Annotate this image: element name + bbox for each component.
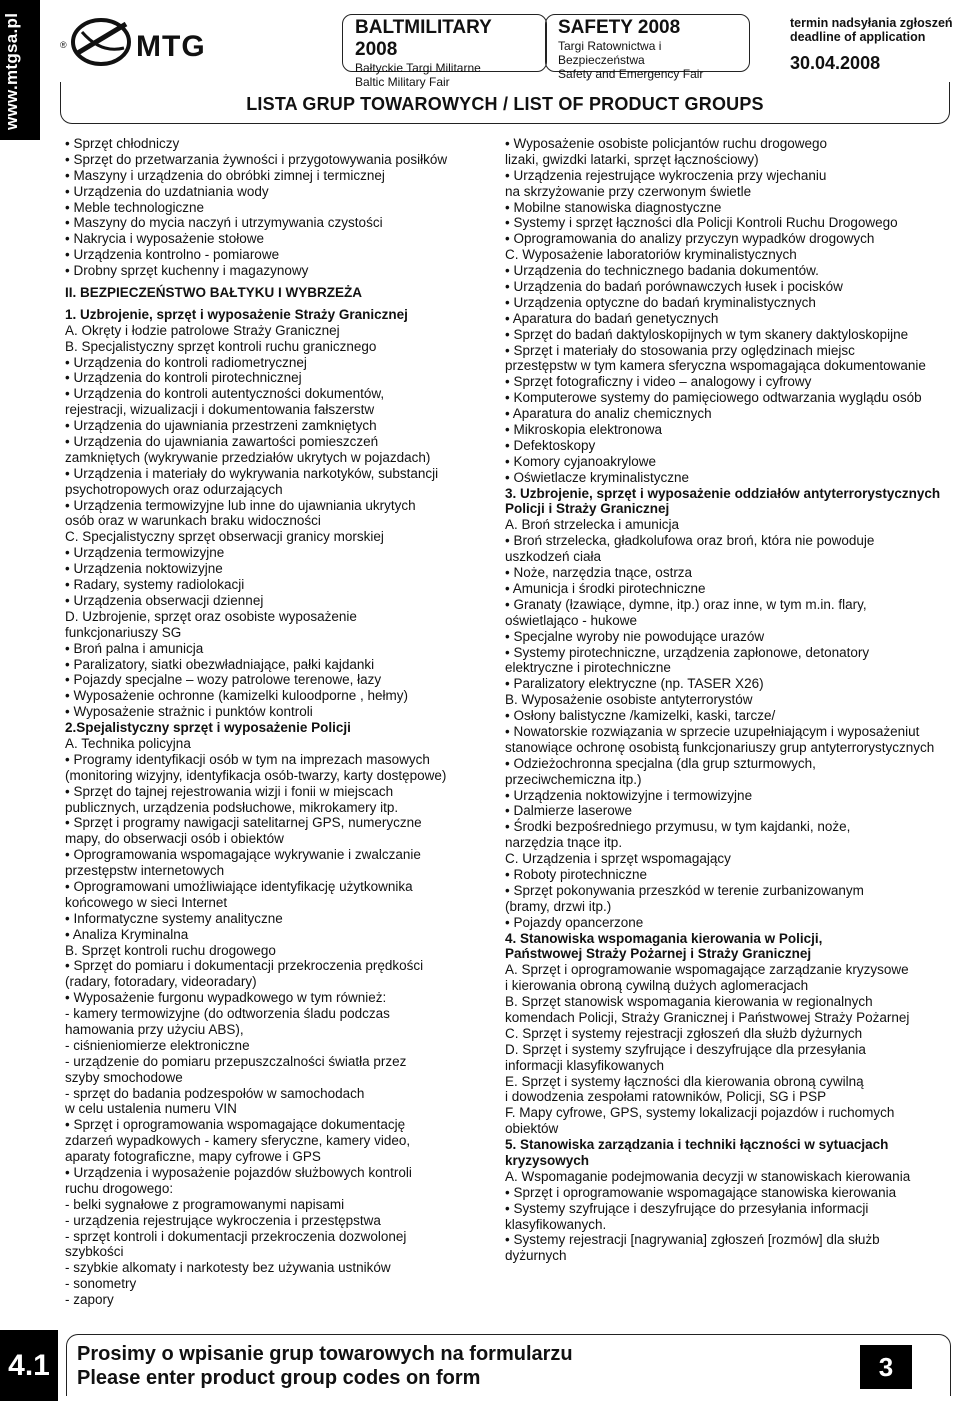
list-line: • Oświetlacze kryminalistyczne — [505, 469, 690, 485]
list-line: C. Specjalistyczny sprzęt obserwacji granicy morskiej — [65, 529, 384, 545]
list-line: - ciśnieniomierze elektroniczne — [65, 1037, 250, 1053]
list-line: • Sprzęt i oprogramowanie wspomagające stanowiska kierowania — [505, 1184, 897, 1200]
list-line: • Nakrycia i wyposażenie stołowe — [65, 231, 265, 247]
list-line: 3. Uzbrojenie, sprzęt i wyposażenie oddziałów antyterrorystycznych — [505, 485, 941, 501]
list-line: • Amunicja i środki pirotechniczne — [505, 580, 706, 596]
list-line: rejestracji, wizualizacji i dokumentowania fałszerstw — [65, 402, 375, 418]
list-line: (radary, fotoradary, videoradary) — [65, 974, 257, 990]
page-number: 3 — [860, 1345, 912, 1389]
deadline-date: 30.04.2008 — [790, 53, 881, 73]
list-line: • Maszyny do mycia naczyń i utrzymywania czystości — [65, 215, 383, 231]
list-line: psychotropowych oraz odurzających — [65, 481, 283, 497]
list-line: stanowiące ochronę osobistą funkcjonariuszy grup antyterrorystycznych — [505, 739, 935, 755]
list-line: i dowodzenia zespołami ratowników, Policji, SG i PSP — [505, 1089, 827, 1105]
list-line: C. Sprzęt i systemy rejestracji zgłoszeń dla służb dyżurnych — [505, 1025, 863, 1041]
event-safety — [545, 14, 750, 81]
list-line: klasyfikowanych. — [505, 1216, 607, 1232]
list-line: II. BEZPIECZEŃSTWO BAŁTYKU I WYBRZEŻA — [65, 285, 362, 301]
list-line: • Dalmierze laserowe — [505, 803, 633, 819]
list-line: zdarzeń wypadkowych - kamery sferyczne, kamery video, — [65, 1133, 411, 1149]
list-line: • Analiza Kryminalna — [65, 926, 189, 942]
list-line: • Sprzęt do pomiaru i dokumentacji przekroczenia prędkości — [65, 958, 424, 974]
list-line: B. Sprzęt stanowisk wspomagania kierowania w regionalnych — [505, 994, 873, 1010]
logo-emblem-icon — [68, 14, 138, 70]
list-line: oświetlająco - hukowe — [505, 612, 638, 628]
list-line: przestępstw internetowych — [65, 863, 225, 879]
list-line: • Sprzęt i programy nawigacji satelitarnej GPS, numeryczne — [65, 815, 422, 831]
list-line: elektryczne i pirotechniczne — [505, 660, 671, 676]
list-line: • Meble technologiczne — [65, 199, 205, 215]
list-line: • Informatyczne systemy analityczne — [65, 910, 283, 926]
list-line: • Systemy i sprzęt łączności dla Policji Kontroli Ruchu Drogowego — [505, 215, 898, 231]
list-line: • Sprzęt do tajnej rejestrowania wizji i fonii w miejscach — [65, 783, 394, 799]
right-column — [505, 136, 955, 1264]
list-line: kryzysowych — [505, 1153, 590, 1168]
list-line: • Pojazdy opancerzone — [505, 914, 644, 930]
list-line: • Sprzęt chłodniczy — [65, 136, 180, 151]
deadline-block — [790, 16, 960, 73]
list-line: • Noże, narzędzia tnące, ostrza — [505, 565, 693, 581]
list-line: • Mikroskopia elektronowa — [505, 422, 663, 438]
registered-mark: ® — [60, 40, 67, 50]
list-line: i kierowania obroną cywilną dużych aglomeracjach — [505, 978, 809, 994]
footer-note-en: Please enter product group codes on form — [77, 1367, 481, 1389]
list-line: • Urządzenia do kontroli radiometrycznej — [65, 354, 307, 370]
list-line: • Urządzenia do uzdatniania wody — [65, 183, 269, 199]
event-baltmilitary — [342, 14, 547, 89]
page-title-bar — [60, 82, 950, 124]
list-line: w celu ustalenia numeru VIN — [65, 1101, 237, 1117]
list-line: • Oprogramowania wspomagające wykrywanie i zwalczanie — [65, 847, 421, 863]
list-line: • Wyposażenie osobiste policjantów ruchu drogowego — [505, 136, 828, 151]
list-line: funkcjonariuszy SG — [65, 624, 182, 640]
list-line: • Urządzenia do ujawniania zawartości pomieszczeń — [65, 434, 379, 450]
list-line: • Wyposażenie ochronne (kamizelki kuloodporne , hełmy) — [65, 688, 409, 704]
event-subtitle-en: Baltic Military Fair — [355, 75, 450, 89]
event-title: BALTMILITARY 2008 — [355, 17, 492, 60]
list-line: • Programy identyfikacji osób w tym na imprezach masowych — [65, 751, 430, 767]
footer-note-pl: Prosimy o wpisanie grup towarowych na formularzu — [77, 1343, 573, 1365]
event-subtitle-en: Safety and Emergency Fair — [558, 67, 704, 81]
footer-box — [66, 1334, 951, 1396]
list-line: przestępstw w tym kamera sferyczna wspomagająca dokumentowanie — [505, 358, 926, 374]
list-line: przeciwchemiczna itp.) — [505, 771, 642, 787]
list-line: końcowego w sieci Internet — [65, 894, 228, 910]
list-line: • Urządzenia obserwacji dziennej — [65, 592, 264, 608]
list-line: • Urządzenia i wyposażenie pojazdów służbowych kontroli — [65, 1165, 412, 1180]
list-line: • Urządzenia i materiały do wykrywania narkotyków, substancji — [65, 465, 439, 481]
left-column — [65, 136, 495, 1308]
event-subtitle-pl: Targi Ratownictwa i Bezpieczeństwa — [558, 39, 662, 67]
list-line: • Sprzęt i oprogramowania wspomagające dokumentację — [65, 1117, 406, 1133]
logo-text: MTG — [136, 30, 206, 63]
list-line: 2.Spejalistyczny sprzęt i wyposażenie Policji — [65, 720, 351, 736]
list-line: C. Wyposażenie laboratoriów kryminalistycznych — [505, 247, 797, 263]
list-line: - sonometry — [65, 1276, 137, 1292]
list-line: • Sprzęt do przetwarzania żywności i przygotowywania posiłków — [65, 151, 448, 167]
list-line: - szybkie alkomaty i narkotesty bez używania ustników — [65, 1260, 391, 1276]
list-line: • Pojazdy specjalne – wozy patrolowe terenowe, łazy — [65, 672, 382, 688]
list-line: 5. Stanowiska zarządzania i techniki łączności w sytuacjach — [505, 1137, 889, 1153]
list-line: • Specjalne wyroby nie powodujące urazów — [505, 628, 765, 644]
list-line: szybkości — [65, 1244, 124, 1260]
list-line: C. Urządzenia i sprzęt wspomagający — [505, 851, 731, 867]
list-line: • Oprogramowania do analizy przyczyn wypadków drogowych — [505, 231, 875, 247]
list-line: • Defektoskopy — [505, 437, 596, 453]
website-url[interactable]: www.mtgsa.pl — [2, 12, 21, 130]
list-line: • Środki bezpośredniego przymusu, w tym kajdanki, noże, — [505, 819, 851, 835]
list-line: • Urządzenia optyczne do badań kryminalistycznych — [505, 294, 816, 310]
list-line: D. Sprzęt i systemy szyfrujące i deszyfrujące dla przesyłania — [505, 1041, 866, 1057]
event-title: SAFETY 2008 — [558, 17, 681, 38]
list-line: osób oraz w warunkach braku widoczności — [65, 513, 321, 529]
list-line: B. Sprzęt kontroli ruchu drogowego — [65, 942, 276, 958]
list-line: 4. Stanowiska wspomagania kierowania w Policji, — [505, 930, 823, 946]
list-line: - urządzenie do pomiaru przepuszczalności światła przez — [65, 1053, 407, 1069]
list-line: • Maszyny i urządzenia do obróbki zimnej i termicznej — [65, 167, 385, 183]
list-line: dyżurnych — [505, 1248, 567, 1264]
list-line: B. Specjalistyczny sprzęt kontroli ruchu granicznego — [65, 338, 377, 354]
list-line: • Oprogramowani umożliwiające identyfikację użytkownika — [65, 878, 413, 894]
list-line: • Osłony balistyczne /kamizelki, kaski, tarcze/ — [505, 708, 776, 724]
list-line: Policji i Straży Granicznej — [505, 501, 670, 517]
list-line: • Urządzenia do technicznego badania dokumentów. — [505, 263, 819, 279]
list-line: - zapory — [65, 1292, 114, 1308]
list-line: • Aparatura do badań genetycznych — [505, 310, 719, 326]
list-line: • Urządzenia do ujawniania przestrzeni zamkniętych — [65, 418, 377, 434]
list-line: • Sprzęt pokonywania przeszkód w terenie zurbanizowanym — [505, 882, 864, 898]
list-line: • Urządzenia do kontroli autentyczności dokumentów, — [65, 386, 385, 402]
list-line: D. Uzbrojenie, sprzęt oraz osobiste wyposażenie — [65, 608, 357, 624]
list-line: • Roboty pirotechniczne — [505, 866, 648, 882]
event-subtitle-pl: Bałtyckie Targi Militarne — [355, 61, 481, 75]
list-line: • Odzieżochronna specjalna (dla grup szturmowych, — [505, 755, 816, 771]
list-line: zamkniętych (wykrywanie przedziałów ukrytych w pojazdach) — [65, 449, 431, 465]
list-line: informacji klasyfikowanych — [505, 1057, 665, 1073]
list-line: szyby smochodowe — [65, 1069, 183, 1085]
list-line: • Broń palna i amunicja — [65, 640, 204, 656]
list-line: uszkodzeń ciała — [505, 549, 602, 565]
list-line: • Granaty (łzawiące, dymne, itp.) oraz inne, w tym m.in. flary, — [505, 596, 867, 612]
deadline-label-en: deadline of application — [790, 30, 926, 44]
list-line: (bramy, drzwi itp.) — [505, 898, 612, 914]
list-line: F. Mapy cyfrowe, GPS, systemy lokalizacji pojazdów i ruchomych — [505, 1105, 895, 1121]
deadline-label-pl: termin nadsyłania zgłoszeń — [790, 16, 953, 30]
list-line: • Urządzenia termowizyjne lub inne do ujawniania ukrytych — [65, 497, 416, 513]
list-line: A. Wspomaganie podejmowania decyzji w stanowiskach kierowania — [505, 1168, 911, 1184]
list-line: hamowania przy użyciu ABS), — [65, 1021, 244, 1037]
list-line: narzędzia tnące itp. — [505, 835, 623, 851]
list-line: - kamery termowizyjne (do odtworzenia śladu podczas — [65, 1006, 390, 1022]
list-line: • Urządzenia kontrolno - pomiarowe — [65, 247, 280, 263]
list-line: • Wyposażenie furgonu wypadkowego w tym również: — [65, 990, 387, 1006]
list-line: • Systemy szyfrujące i deszyfrujące do przesyłania informacji — [505, 1200, 869, 1216]
list-line: • Drobny sprzęt kuchenny i magazynowy — [65, 263, 309, 279]
list-line: Państwowej Straży Pożarnej i Straży Granicznej — [505, 946, 812, 962]
page-title: LISTA GRUP TOWAROWYCH / LIST OF PRODUCT GROUPS — [246, 94, 764, 114]
list-line: A. Broń strzelecka i amunicja — [505, 517, 680, 533]
list-line: • Paralizatory, siatki obezwładniające, pałki kajdanki — [65, 656, 375, 672]
list-line: • Sprzęt fotograficzny i video – analogowy i cyfrowy — [505, 374, 812, 390]
list-line: komendach Policji, Straży Granicznej i Państwowej Straży Pożarnej — [505, 1009, 910, 1025]
list-line: • Radary, systemy radiolokacji — [65, 577, 245, 593]
list-line: A. Sprzęt i oprogramowanie wspomagające zarządzanie kryzysowe — [505, 962, 909, 978]
list-line: • Urządzenia rejestrujące wykroczenia przy wjechaniu — [505, 167, 827, 183]
list-line: • Systemy rejestracji [nagrywania] zgłoszeń [rozmów] dla służb — [505, 1232, 880, 1248]
list-line: • Urządzenia do badań porównawczych łusek i pocisków — [505, 279, 843, 295]
list-line: lizaki, gwizdki latarki, sprzęt łącznościowy) — [505, 151, 759, 167]
list-line: B. Wyposażenie osobiste antyterrorystów — [505, 692, 753, 708]
list-line: ruchu drogowego: — [65, 1180, 174, 1196]
list-line: mapy, do obserwacji osób i obiektów — [65, 831, 284, 847]
section-number: 4.1 — [0, 1330, 58, 1401]
list-line: • Nowatorskie rozwiązania w sprzecie uzupełniającym i wyposażeniut — [505, 723, 920, 739]
list-line: E. Sprzęt i systemy łączności dla kierowania obroną cywilną — [505, 1073, 864, 1089]
list-line: • Urządzenia noktowizyjne — [65, 561, 223, 577]
list-line: • Aparatura do analiz chemicznych — [505, 406, 712, 422]
list-line: • Urządzenia termowizyjne — [65, 545, 225, 561]
list-line: - sprzęt do badania podzespołów w samochodach — [65, 1085, 365, 1101]
list-line: • Wyposażenie strażnic i punktów kontroli — [65, 704, 313, 720]
list-line: publicznych, urządzenia podsłuchowe, mikrokamery itp. — [65, 799, 399, 815]
list-line: A. Okręty i łodzie patrolowe Straży Granicznej — [65, 322, 340, 338]
list-line: • Sprzęt do badań daktyloskopijnych w tym skanery daktyloskopijne — [505, 326, 909, 342]
list-line: • Systemy pirotechniczne, urządzenia zapłonowe, detonatory — [505, 644, 870, 660]
list-line: aparaty fotograficzne, mapy cyfrowe i GPS — [65, 1149, 321, 1165]
list-line: - sprzęt kontroli i dokumentacji przekroczenia dozwolonej — [65, 1228, 407, 1244]
list-line: na skrzyżowanie przy czerwonym świetle — [505, 183, 752, 199]
list-line: • Urządzenia do kontroli pirotechnicznej — [65, 370, 302, 386]
list-line: • Komory cyjanoakrylowe — [505, 453, 657, 469]
list-line: 1. Uzbrojenie, sprzęt i wyposażenie Straży Granicznej — [65, 306, 408, 322]
list-line: • Komputerowe systemy do pamięciowego odtwarzania wyglądu osób — [505, 390, 922, 406]
list-line: • Broń strzelecka, gładkolufowa oraz broń, która nie powoduje — [505, 533, 875, 549]
list-line: - belki sygnałowe z programowanymi napisami — [65, 1196, 345, 1212]
list-line: obiektów — [505, 1121, 559, 1137]
list-line: • Paralizatory elektryczne (np. TASER X26) — [505, 676, 764, 692]
list-line: A. Technika policyjna — [65, 735, 191, 751]
list-line: • Mobilne stanowiska diagnostyczne — [505, 199, 722, 215]
mtg-logo — [60, 14, 210, 74]
list-line: • Sprzęt i materiały do stosowania przy oględzinach miejsc — [505, 342, 855, 358]
list-line: • Urządzenia noktowizyjne i termowizyjne — [505, 787, 753, 803]
list-line: (monitoring wizyjny, identyfikacja osób-twarzy, karty dostępowe) — [65, 767, 447, 783]
list-line: - urządzenia rejestrujące wykroczenia i przestępstwa — [65, 1212, 381, 1228]
sidebar — [0, 0, 40, 140]
